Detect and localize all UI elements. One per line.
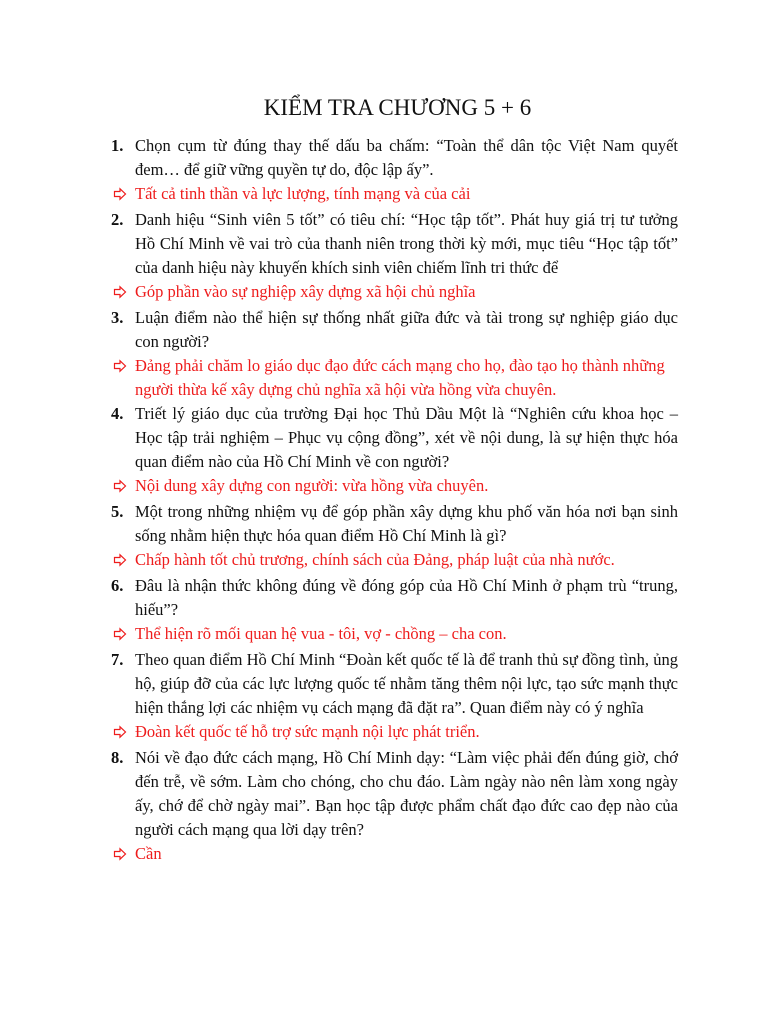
answer-text: Góp phần vào sự nghiệp xây dựng xã hội chủ nghĩa [135, 282, 476, 301]
arrow-right-icon [113, 553, 127, 567]
arrow-right-icon [113, 725, 127, 739]
answer-row [105, 842, 678, 868]
answer-text: Chấp hành tốt chủ trương, chính sách của Đảng, pháp luật của nhà nước. [135, 550, 615, 569]
answer-row [105, 548, 678, 574]
answer-text: Đoàn kết quốc tế hỗ trợ sức mạnh nội lực phát triển. [135, 722, 480, 741]
question-row [105, 306, 678, 354]
arrow-right-icon [113, 847, 127, 861]
question-list [105, 134, 678, 868]
question-number: 8. [111, 748, 124, 767]
arrow-right-icon [113, 627, 127, 641]
question-number: 1. [111, 136, 124, 155]
answer-marker [105, 622, 135, 648]
question-row [105, 208, 678, 280]
question-row [105, 574, 678, 622]
question-text: Đâu là nhận thức không đúng về đóng góp của Hồ Chí Minh ở phạm trù “trung, hiếu”? [135, 576, 678, 619]
answer-text: Thể hiện rõ mối quan hệ vua - tôi, vợ - chồng – cha con. [135, 624, 507, 643]
arrow-right-icon [113, 479, 127, 493]
question-row [105, 134, 678, 182]
question-number: 6. [111, 576, 124, 595]
question-number: 7. [111, 650, 124, 669]
answer-marker [105, 182, 135, 208]
question-number: 5. [111, 502, 124, 521]
answer-text: Tất cả tinh thần và lực lượng, tính mạng và của cải [135, 184, 471, 203]
question-number: 2. [111, 210, 124, 229]
answer-text: Cần [135, 844, 162, 863]
question-row [105, 402, 678, 474]
answer-marker [105, 280, 135, 306]
answer-marker [105, 474, 135, 500]
answer-row [105, 474, 678, 500]
document-title: KIỂM TRA CHƯƠNG 5 + 6 [263, 95, 532, 120]
answer-row [105, 182, 678, 208]
question-text: Một trong những nhiệm vụ để góp phần xây dựng khu phố văn hóa nơi bạn sinh sống nhằm hiện thực hóa quan điểm Hồ Chí Minh là gì? [135, 502, 678, 545]
question-text: Danh hiệu “Sinh viên 5 tốt” có tiêu chí: “Học tập tốt”. Phát huy giá trị tư tưởng Hồ Chí Minh về vai trò của thanh niên trong thời kỳ mới, mục tiêu “Học tập tốt” của danh hiệu này khuyến khích sinh viên chiếm lĩnh tri thức để [135, 210, 678, 277]
question-text: Theo quan điểm Hồ Chí Minh “Đoàn kết quốc tế là để tranh thủ sự đồng tình, ủng hộ, giúp đỡ của các lực lượng quốc tế nhằm tăng thêm nội lực, tạo sức mạnh thực hiện thắng lợi các nhiệm vụ cách mạng đã đặt ra”. Quan điểm này có ý nghĩa [135, 650, 678, 717]
question-text: Chọn cụm từ đúng thay thế dấu ba chấm: “Toàn thể dân tộc Việt Nam quyết đem… để giữ vững quyền tự do, độc lập ấy”. [135, 136, 678, 179]
question-number: 4. [111, 404, 124, 423]
question-number: 3. [111, 308, 124, 327]
answer-row [105, 354, 678, 402]
question-text: Luận điểm nào thể hiện sự thống nhất giữa đức và tài trong sự nghiệp giáo dục con người? [135, 308, 678, 351]
answer-marker [105, 720, 135, 746]
arrow-right-icon [113, 359, 127, 373]
question-row [105, 648, 678, 720]
answer-marker [105, 548, 135, 574]
question-row [105, 500, 678, 548]
question-text: Triết lý giáo dục của trường Đại học Thủ Dầu Một là “Nghiên cứu khoa học – Học tập trải nghiệm – Phục vụ cộng đồng”, xét về nội dung, là sự hiện thực hóa quan điểm nào của Hồ Chí Minh về con người? [135, 404, 678, 471]
answer-row [105, 622, 678, 648]
answer-marker [105, 842, 135, 868]
answer-row [105, 720, 678, 746]
arrow-right-icon [113, 187, 127, 201]
question-text: Nói về đạo đức cách mạng, Hồ Chí Minh dạy: “Làm việc phải đến đúng giờ, chớ đến trễ, về sớm. Làm cho chóng, cho chu đáo. Làm ngày nào nên làm xong ngày ấy, chớ để chờ ngày mai”. Bạn học tập được phẩm chất đạo đức cao đẹp nào của người cách mạng qua lời dạy trên? [135, 748, 678, 839]
arrow-right-icon [113, 285, 127, 299]
question-row [105, 746, 678, 842]
answer-text: Nội dung xây dựng con người: vừa hồng vừa chuyên. [135, 476, 489, 495]
answer-text: Đảng phải chăm lo giáo dục đạo đức cách mạng cho họ, đào tạo họ thành những người thừa kế xây dựng chủ nghĩa xã hội vừa hồng vừa chuyên. [135, 356, 665, 399]
answer-row [105, 280, 678, 306]
answer-marker [105, 354, 135, 380]
